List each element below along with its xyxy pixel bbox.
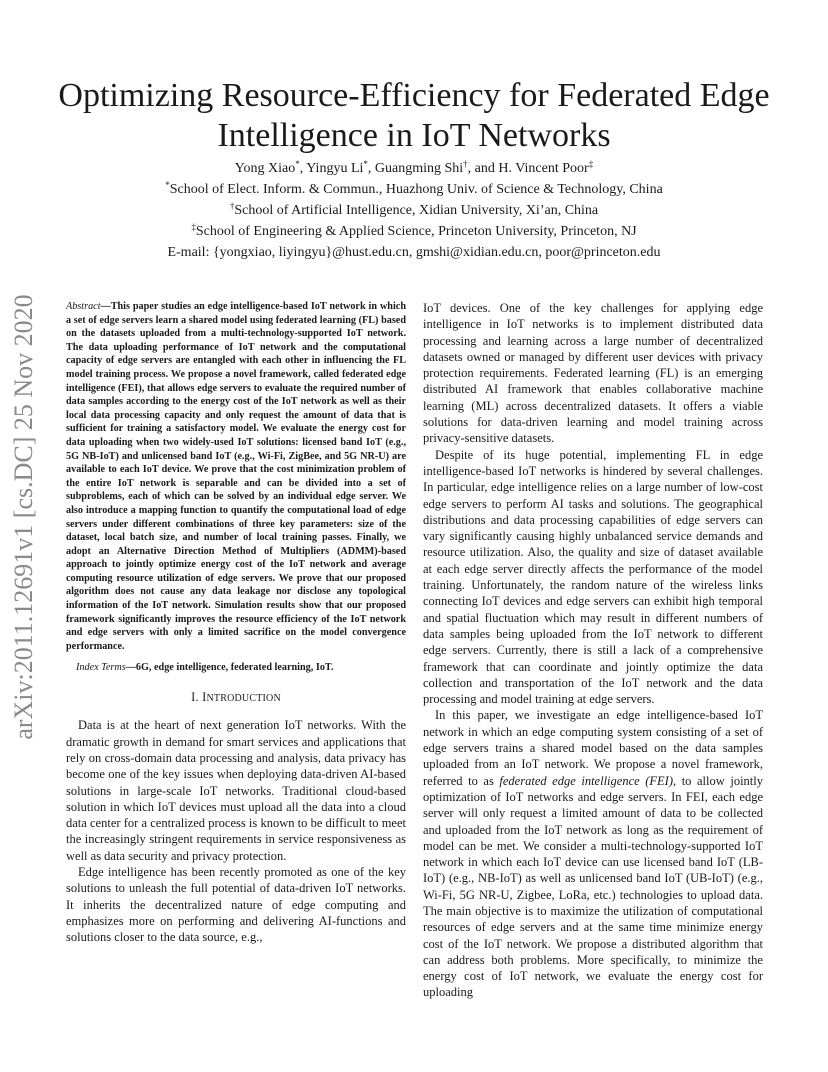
abstract-text: —This paper studies an edge intelligence-based IoT network in which a set of edge servers learn a shared model using federated learning (FL) based on the datasets uploaded from a multi-technology-supported IoT network. The data uploading performance of IoT network and the computational capacity of edge servers are entangled with each other in influencing the FL model training process. We propose a novel framework, called federated edge intelligence (FEI), that allows edge servers to evaluate the required number of data samples according to the energy cost of the IoT network as well as their local data processing capacity and only request the amount of data that is sufficient for training a satisfactory model. We evaluate the energy cost for data uploading when two widely-used IoT solutions: licensed band IoT (e.g., 5G NB-IoT) and unlicensed band IoT (e.g., Wi-Fi, ZigBee, and 5G NR-U) are available to each IoT device. We prove that the cost minimization problem of the entire IoT network is separable and can be divided into a set of subproblems, each of which can be solved by an individual edge server. We also introduce a mapping function to quantify the computational load of edge servers under different combinations of three key parameters: size of the dataset, local batch size, and number of local training passes. Finally, we adopt an Alternative Direction Method of Multipliers (ADMM)-based approach to jointly optimize energy cost of the IoT network and average computing resource utilization of edge servers. We prove that our proposed algorithm does not cause any data leakage nor disclose any topological information of the IoT network. Simulation results show that our proposed framework significantly improves the resource efficiency of the IoT network and edge servers with only a limited sacrifice on the model convergence performance.: [66, 301, 406, 652]
author-conjunction: and: [474, 161, 495, 176]
email-line: E-mail: {yongxiao, liyingyu}@hust.edu.cn, gmshi@xidian.edu.cn, poor@princeton.edu: [167, 245, 661, 260]
index-terms-text: —6G, edge intelligence, federated learning, IoT.: [125, 662, 334, 674]
paragraph-text: In this paper, we investigate an edge intelligence-based IoT network in which an edge computing system consisting of a set of edge servers trains a shared model based on the data samples uploaded from an IoT network. We propose a novel framework, referred to as: [423, 708, 763, 788]
intro-paragraph-1: Data is at the heart of next generation IoT networks. With the dramatic growth in demand for smart services and applications that rely on cross-domain data processing and analysis, data privacy has become one of the key issues when deploying data-driven AI-based solutions in large-scale IoT networks. Traditional cloud-based solution in which IoT devices must upload all the data into a cloud data center for a centralized process is known to be difficult to meet the increasingly stringent requirements in service responsiveness as well as data security and privacy protection.: [66, 718, 406, 863]
author-name: Yong Xiao: [234, 161, 296, 176]
author-name: Yingyu Li: [306, 161, 364, 176]
affiliation-2: [40, 200, 788, 221]
intro-paragraph-3: IoT devices. One of the key challenges for applying edge intelligence in IoT networks is to implement distributed data processing and learning across a large number of decentralized datasets owned or managed by different user devices with privacy protection requirements. Federated learning (FL) is an emerging distributed AI framework that enables collaborative machine learning (ML) across decentralized datasets. It offers a viable solutions for data-driven learning and model training across privacy-sensitive datasets.: [423, 301, 763, 446]
affiliation-mark: *: [363, 159, 368, 169]
left-column: [66, 300, 406, 945]
right-column: [423, 300, 763, 1001]
affiliation-mark: *: [295, 159, 300, 169]
abstract: [66, 300, 406, 653]
affiliation-mark: *: [165, 180, 170, 190]
author-name: Guangming Shi: [374, 161, 464, 176]
title-line-1: Optimizing Resource-Efficiency for Federated Edge: [58, 77, 770, 114]
author-block: [40, 158, 788, 263]
abstract-lead: Abstract: [66, 301, 101, 312]
index-terms: [66, 661, 406, 675]
index-terms-lead: Index Terms: [76, 662, 126, 674]
intro-paragraph-4: Despite of its huge potential, implementing FL in edge intelligence-based IoT networks is hindered by several challenges. In particular, edge intelligence relies on a large number of low-cost edge servers to perform AI tasks and solutions. The geographical distributions and data processing capabilities of edge servers can vary significantly causing highly unbalanced service demands and resource utilization. Also, the quality and size of dataset available at each edge server directly affects the performance of the model training. Unfortunately, the random nature of the wireless links connecting IoT devices and edge servers can exhibit high temporal and spatial fluctuation which may result in different numbers of data samples being uploaded from the IoT network to different edge servers. Currently, there is still a lack of a comprehensive framework that can coordinate and jointly optimize the data collection and transportation of the IoT network and the data processing and model training at edge servers.: [423, 447, 763, 707]
section-number: I.: [191, 690, 203, 705]
affiliation-text: School of Engineering & Applied Science, Princeton University, Princeton, NJ: [195, 224, 637, 239]
affiliation-mark: †: [463, 159, 468, 169]
affiliation-1: [40, 179, 788, 200]
arxiv-identifier: arXiv:2011.12691v1 [cs.DC] 25 Nov 2020: [9, 294, 38, 740]
title-line-2: Intelligence in IoT Networks: [217, 117, 611, 154]
affiliation-3: [40, 221, 788, 242]
author-list: Yong Xiao*, Yingyu Li*, Guangming Shi†, and H. Vincent Poor‡: [234, 159, 594, 176]
arxiv-stamp: [2, 274, 46, 760]
affiliation-text: School of Artificial Intelligence, Xidian University, Xi’an, China: [234, 203, 599, 218]
affiliation-text: School of Elect. Inform. & Commun., Huazhong Univ. of Science & Technology, China: [169, 182, 663, 197]
affiliation-mark: ‡: [191, 222, 196, 232]
affiliation-mark: †: [229, 201, 235, 211]
paper-title: [40, 76, 788, 156]
section-heading-introduction: [66, 689, 406, 707]
section-initial: I: [202, 690, 207, 705]
intro-paragraph-5: [423, 707, 763, 1000]
intro-paragraph-2: Edge intelligence has been recently promoted as one of the key solutions to unleash the full potential of data-driven IoT networks. It inherits the decentralized nature of edge computing and emphasizes more on performing and delivering AI-functions and solutions closer to the data source, e.g.,: [66, 865, 406, 945]
affiliation-mark: ‡: [588, 159, 594, 169]
section-title-rest: NTRODUCTION: [206, 693, 281, 705]
emphasized-term: federated edge intelligence (FEI): [499, 773, 673, 788]
author-name: H. Vincent Poor: [498, 161, 589, 176]
paragraph-text: , to allow jointly optimization of IoT networks and edge servers. In FEI, each edge server will only request a limited amount of data to be collected and uploaded from the IoT network as long as the requirement of model can be met. We consider a multi-technology-supported IoT network in which each IoT device can use licensed band IoT (LB-IoT) (e.g., NB-IoT) as well as unlicensed band IoT (UB-IoT) (e.g., Wi-Fi, 5G NR-U, Zigbee, LoRa, etc.) technologies to upload data. The main objective is to maximize the utilization of computational resources of edge servers and at the same time minimize energy cost of the IoT network. We propose a distributed algorithm that can address both problems. More specifically, to minimize the energy cost of IoT network, we evaluate the energy cost for uploading: [423, 773, 763, 1000]
